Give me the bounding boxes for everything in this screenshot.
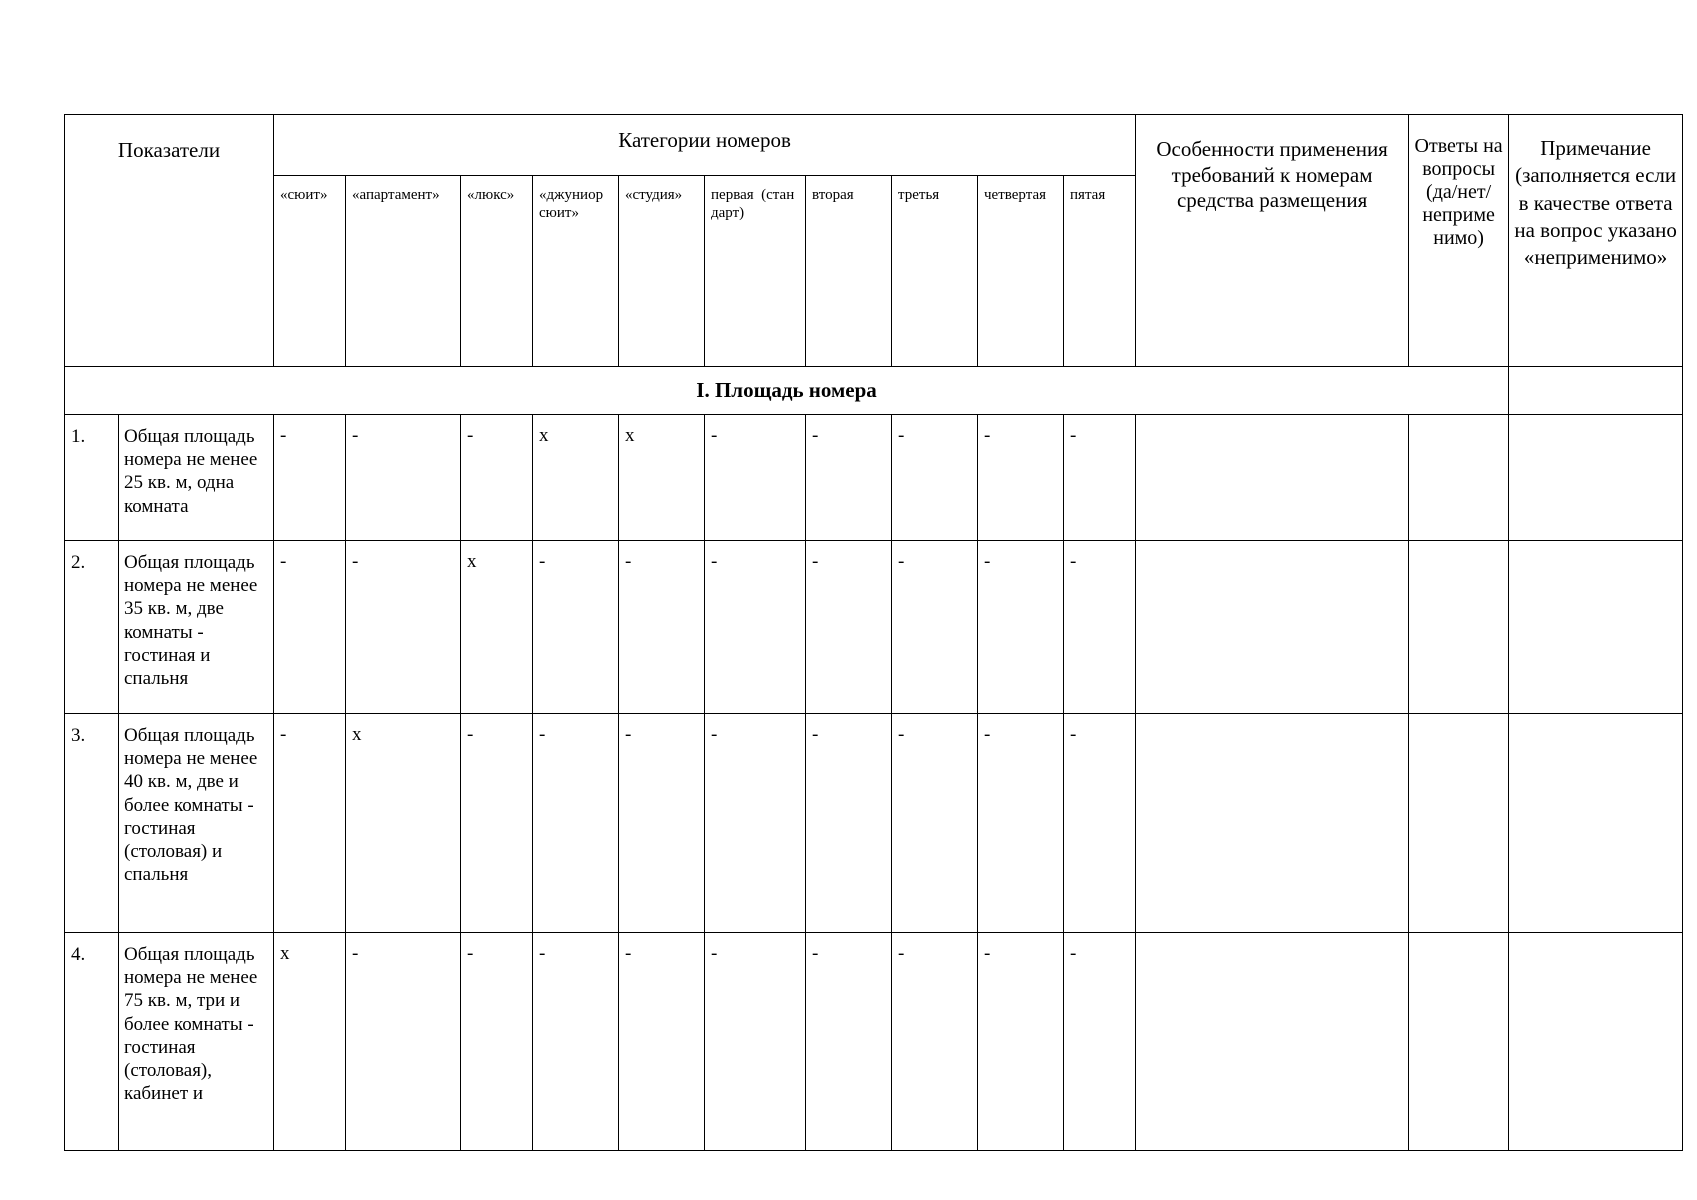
- row-number: 2.: [65, 541, 119, 714]
- category-header: «студия»: [619, 176, 705, 367]
- answer-cell[interactable]: [1409, 415, 1509, 541]
- header-pokazateli: Показатели: [65, 115, 274, 367]
- category-header: «джуниор сюит»: [533, 176, 619, 367]
- osobennosti-cell[interactable]: [1136, 933, 1409, 1151]
- note-cell[interactable]: [1509, 415, 1683, 541]
- category-mark: -: [1064, 714, 1136, 933]
- category-header: четвертая: [978, 176, 1064, 367]
- category-mark: -: [346, 541, 461, 714]
- section-title: I. Площадь номера: [65, 367, 1509, 415]
- category-mark: -: [619, 541, 705, 714]
- category-mark: -: [705, 933, 806, 1151]
- category-mark: -: [806, 933, 892, 1151]
- category-mark: -: [274, 714, 346, 933]
- osobennosti-cell[interactable]: [1136, 541, 1409, 714]
- osobennosti-cell[interactable]: [1136, 714, 1409, 933]
- category-mark: -: [1064, 933, 1136, 1151]
- category-mark: -: [892, 933, 978, 1151]
- category-mark: -: [1064, 541, 1136, 714]
- category-mark: -: [274, 415, 346, 541]
- answer-cell[interactable]: [1409, 541, 1509, 714]
- note-cell[interactable]: [1509, 933, 1683, 1151]
- category-header: «сюит»: [274, 176, 346, 367]
- section-note-cell: [1509, 367, 1683, 415]
- category-mark: -: [619, 714, 705, 933]
- category-mark: -: [533, 541, 619, 714]
- category-mark: -: [806, 714, 892, 933]
- category-mark: -: [705, 541, 806, 714]
- category-mark: -: [978, 541, 1064, 714]
- category-mark: -: [533, 933, 619, 1151]
- category-header: «апартамент»: [346, 176, 461, 367]
- header-osobennosti: Особенности применения требований к номерам средства размещения: [1136, 115, 1409, 367]
- category-mark: -: [892, 541, 978, 714]
- osobennosti-cell[interactable]: [1136, 415, 1409, 541]
- category-mark: -: [1064, 415, 1136, 541]
- category-mark: -: [806, 541, 892, 714]
- answer-cell[interactable]: [1409, 714, 1509, 933]
- row-indicator: Общая площадь номера не менее 75 кв. м, три и более комнаты - гостиная (столовая), кабинет и: [119, 933, 274, 1151]
- category-mark: -: [274, 541, 346, 714]
- table-row: [65, 541, 1683, 714]
- category-mark: -: [346, 415, 461, 541]
- note-cell[interactable]: [1509, 541, 1683, 714]
- rooms-requirements-table: [64, 114, 1683, 1151]
- category-mark: -: [461, 933, 533, 1151]
- category-mark: -: [705, 415, 806, 541]
- category-mark: x: [274, 933, 346, 1151]
- row-indicator: Общая площадь номера не менее 25 кв. м, одна комната: [119, 415, 274, 541]
- category-mark: -: [619, 933, 705, 1151]
- header-otvety: Ответы на вопросы (да/нет/ неприме нимо): [1409, 115, 1509, 367]
- category-mark: -: [705, 714, 806, 933]
- category-header: третья: [892, 176, 978, 367]
- row-indicator: Общая площадь номера не менее 40 кв. м, две и более комнаты - гостиная (столовая) и спальня: [119, 714, 274, 933]
- category-mark: -: [461, 714, 533, 933]
- category-mark: -: [892, 415, 978, 541]
- row-number: 1.: [65, 415, 119, 541]
- note-cell[interactable]: [1509, 714, 1683, 933]
- category-header: вторая: [806, 176, 892, 367]
- category-mark: -: [892, 714, 978, 933]
- table-row: [65, 714, 1683, 933]
- category-mark: x: [346, 714, 461, 933]
- category-mark: -: [461, 415, 533, 541]
- header-kategorii: Категории номеров: [274, 115, 1136, 176]
- category-mark: -: [978, 415, 1064, 541]
- category-mark: x: [461, 541, 533, 714]
- category-mark: -: [346, 933, 461, 1151]
- category-mark: x: [533, 415, 619, 541]
- category-mark: -: [978, 714, 1064, 933]
- table-row: [65, 415, 1683, 541]
- category-header: первая (стан дарт): [705, 176, 806, 367]
- row-indicator: Общая площадь номера не менее 35 кв. м, две комнаты - гостиная и спальня: [119, 541, 274, 714]
- header-primechanie: Примечание (заполняется если в качестве ответа на вопрос указано «неприменимо»: [1509, 115, 1683, 367]
- answer-cell[interactable]: [1409, 933, 1509, 1151]
- category-mark: x: [619, 415, 705, 541]
- category-mark: -: [978, 933, 1064, 1151]
- category-mark: -: [806, 415, 892, 541]
- category-header: «люкс»: [461, 176, 533, 367]
- category-mark: -: [533, 714, 619, 933]
- table-row: [65, 933, 1683, 1151]
- row-number: 3.: [65, 714, 119, 933]
- category-header: пятая: [1064, 176, 1136, 367]
- row-number: 4.: [65, 933, 119, 1151]
